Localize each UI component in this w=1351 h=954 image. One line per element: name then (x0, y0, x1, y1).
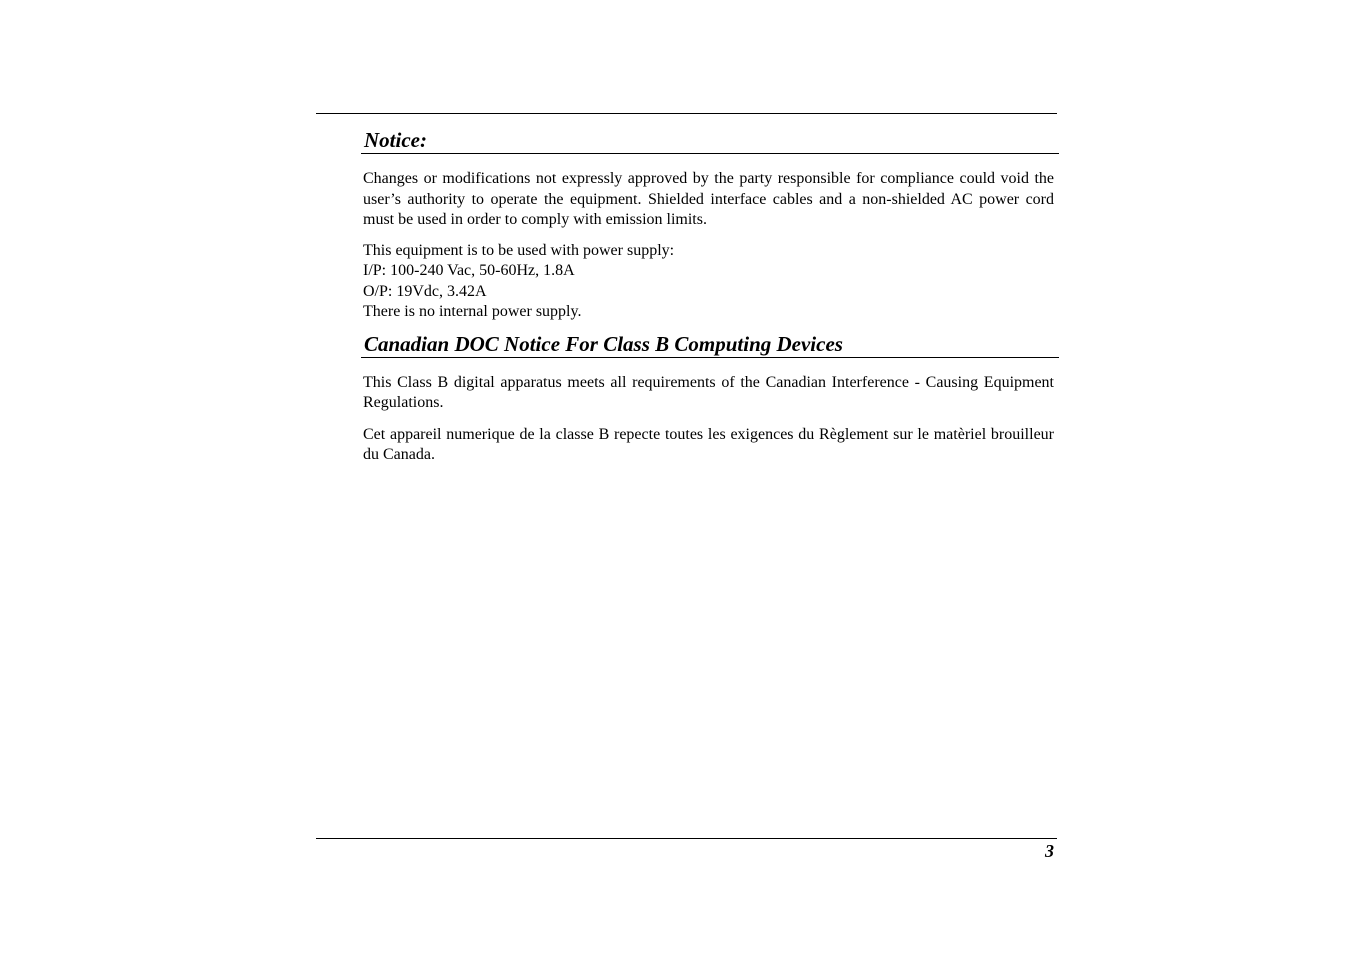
canadian-doc-heading: Canadian DOC Notice For Class B Computing Devices (364, 331, 843, 356)
canadian-doc-paragraph-english: This Class B digital apparatus meets all requirements of the Canadian Interference - Causing Equipment Regulations. (363, 373, 1054, 411)
notice-heading-block (361, 127, 1059, 154)
canadian-doc-paragraph-french: Cet appareil numerique de la classe B repecte toutes les exigences du Règlement sur le matèriel brouilleur du Canada. (363, 425, 1054, 463)
page-number: 3 (1045, 841, 1054, 861)
power-supply-line: This equipment is to be used with power supply: (363, 241, 675, 259)
notice-heading: Notice: (364, 128, 427, 152)
notice-paragraph: Changes or modifications not expressly approved by the party responsible for compliance could void the user’s authority to operate the equipment. Shielded interface cables and a non-shielded AC power cord must be used in order to comply with emission limits. (363, 170, 1054, 228)
power-supply-output: O/P: 19Vdc, 3.42A (363, 282, 487, 300)
power-supply-note: There is no internal power supply. (363, 303, 582, 320)
page-content (363, 127, 1054, 466)
canadian-doc-heading-block (361, 331, 1059, 358)
power-supply-info (363, 241, 1054, 323)
header-rule (316, 113, 1057, 114)
power-supply-input: I/P: 100-240 Vac, 50-60Hz, 1.8A (363, 262, 575, 279)
footer-rule (316, 838, 1057, 839)
